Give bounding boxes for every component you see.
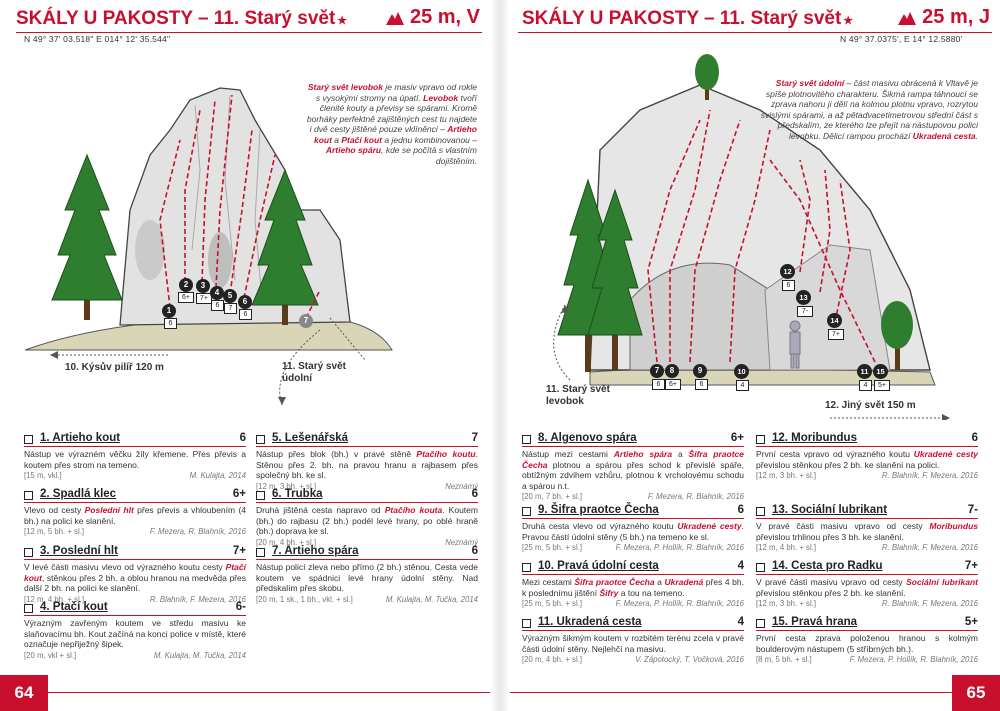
checkbox-icon[interactable] <box>24 548 33 557</box>
route-name: 10. Pravá údolní cesta <box>538 560 659 572</box>
grade-badge: 7+ <box>196 293 212 304</box>
route-description: V pravé části masivu vpravo od cesty Sociální lubrikant převislou stěnkou přes 2 bh. ke slanění. <box>756 577 978 598</box>
route-entry <box>24 601 246 662</box>
route-name: 14. Cesta pro Radku <box>772 560 883 572</box>
route-name: 9. Šifra praotce Čecha <box>538 504 659 516</box>
route-name: 5. Lešenářská <box>272 432 349 444</box>
route-marker[interactable]: 12 <box>780 264 795 279</box>
route-authors: M. Kulajta, 2014 <box>189 471 246 480</box>
mountain-icon <box>898 11 916 25</box>
route-grade: 6 <box>471 488 478 500</box>
mountain-icon <box>386 11 404 25</box>
gps-coordinates: N 49° 37' 03.518" E 014° 12' 35.544" <box>24 34 171 44</box>
route-description: V levé části masivu vlevo od výrazného koutu cesty Ptačí kout, stěnkou přes 2 bh. a oblou hranou na medvěda přes další 2 bh. na polici ke slanění. <box>24 562 246 593</box>
route-marker[interactable]: 11 <box>857 364 872 379</box>
route-authors: M. Kulajta, M. Tučka, 2014 <box>385 594 478 604</box>
route-grade: 7- <box>967 504 978 516</box>
grade-badge: 6 <box>211 300 224 311</box>
page-number: 65 <box>952 675 1000 711</box>
checkbox-icon[interactable] <box>24 435 33 444</box>
route-header <box>756 560 978 575</box>
route-entry <box>756 504 978 554</box>
route-header <box>756 432 978 447</box>
route-marker[interactable]: 1 <box>162 304 176 318</box>
route-grade: 6+ <box>232 488 246 500</box>
checkbox-icon[interactable] <box>24 491 33 500</box>
route-name: 15. Pravá hrana <box>772 616 858 628</box>
route-entry <box>756 616 978 666</box>
grade-badge: 7 <box>224 303 237 314</box>
route-marker[interactable]: 3 <box>196 279 210 293</box>
route-authors: R. Blahník, F. Mezera, 2016 <box>881 599 978 608</box>
route-header <box>756 504 978 519</box>
route-header <box>24 601 246 616</box>
route-meta <box>24 527 246 538</box>
route-authors: F. Mezera, P. Hollík, R. Blahník, 2016 <box>615 543 744 552</box>
route-entry <box>24 432 246 482</box>
route-meta <box>756 599 978 610</box>
route-header <box>522 616 744 631</box>
route-header <box>256 545 478 560</box>
page-number: 64 <box>0 675 48 711</box>
route-header <box>24 545 246 560</box>
page-title: SKÁLY U PAKOSTY – 11. Starý svět ★ <box>522 8 854 29</box>
route-grade: 7+ <box>964 560 978 572</box>
route-authors: Neznámý <box>445 537 478 547</box>
route-entry <box>522 616 744 666</box>
route-authors: F. Mezera, P. Hollík, R. Blahník, 2016 <box>849 655 978 664</box>
grade-badge: 6+ <box>665 379 681 390</box>
route-length: [12 m, 3 bh. + sl.] <box>756 471 817 480</box>
route-description: Druhá jištěná cesta napravo od Ptačího kouta. Koutem (bh.) do rajbasu (2 bh.) podél levé hrany, po oblé hraně (bh.) doprava ke sl. <box>256 505 478 536</box>
route-description: Mezi cestami Šifra praotce Čecha a Ukradená přes 4 bh. k poslednímu jištění Šifry a tou na temeno. <box>522 577 744 598</box>
route-name: 13. Sociální lubrikant <box>772 504 888 516</box>
route-description: Nástup ve výrazném věčku žíly křemene. Přes převis a koutem přes strom na temeno. <box>24 449 246 470</box>
sector-description: Starý svět levobok je masiv vpravo od rokle s vysokými stromy na úpatí. Levobok tvoří členité kouty a převisy se spárami. Kromě borháky perfektně zajištěných cest tu najdete i dvě cesty jištěné pouze vklíněnci – Artieho kout a Ptačí kout a jednu kombinovanou – Artieho spáru, kde se počítá s vlastním dojištěním. <box>306 82 477 166</box>
grade-badge: 4 <box>736 380 749 391</box>
grade-badge: 6 <box>164 318 177 329</box>
route-length: [12 m, 4 bh. + sl.] <box>756 543 817 552</box>
grade-badge: 6 <box>695 379 708 390</box>
header-divider <box>16 32 482 33</box>
route-authors: F. Mezera, P. Hollík, R. Blahník, 2016 <box>615 599 744 608</box>
route-description: Vlevo od cesty Poslední hlt přes převis a vhloubením (4 bh.) na polici ke slanění. <box>24 505 247 526</box>
route-length: [20 m, 4 bh. + sl.] <box>522 655 583 664</box>
path-label: 10. Kýsův pilíř 120 m <box>65 362 164 373</box>
route-grade: 6 <box>239 432 246 444</box>
grade-badge: 6 <box>239 309 252 320</box>
tree-icon <box>52 155 122 320</box>
route-description: V pravé části masivu vpravo od cesty Moribundus převislou trhlinou přes 3 bh. ke slanění. <box>756 521 978 542</box>
grade-badge: 7+ <box>828 329 844 340</box>
route-authors: F. Mezera, R. Blahník, 2016 <box>647 492 744 501</box>
route-header <box>522 504 744 519</box>
checkbox-icon[interactable] <box>256 548 265 557</box>
route-name: 2. Spadlá klec <box>40 488 117 500</box>
route-grade: 5+ <box>964 616 978 628</box>
route-meta <box>522 599 744 610</box>
route-header <box>256 488 478 503</box>
checkbox-icon[interactable] <box>256 435 265 444</box>
page-header <box>522 6 990 32</box>
star-icon: ★ <box>337 15 348 27</box>
sector-description: Starý svět údolní – část masivu obrácená k Vltavě je spíše plotnovitého charakteru. Šikmá rampa táhnoucí se zprava nahoru ji dělí na kolmou plotnu vpravo, rozrytou svislými spárami, a až pětadvacetimetrovou střední část s předskalím, ze kterého lze přejít na nástupovou polici levobku. Dělicí rampou prochází Ukradená cesta. <box>760 78 978 141</box>
route-length: [12 m, 5 bh. + sl.] <box>24 527 85 536</box>
route-length: [15 m, vkl.] <box>24 471 62 480</box>
route-marker[interactable]: 13 <box>796 290 811 305</box>
route-entry <box>756 560 978 610</box>
grade-badge: 6 <box>782 280 795 291</box>
route-description: Nástup policí zleva nebo přímo (2 bh.) stěnou. Cesta vede koutem ve spádnici levé hrany údolní stěny. Nad předskalím přes skobu. <box>256 562 478 593</box>
route-grade: 6 <box>971 432 978 444</box>
grade-badge: 4 <box>859 380 872 391</box>
checkbox-icon[interactable] <box>756 435 765 444</box>
route-marker[interactable]: 6 <box>238 295 252 309</box>
route-marker[interactable]: 7 <box>650 364 664 378</box>
route-length: [12 m, 3 bh. + sl.] <box>256 481 317 491</box>
route-name: 8. Algenovo spára <box>538 432 637 444</box>
route-header <box>256 432 478 447</box>
route-meta <box>756 471 978 482</box>
height-orientation: 25 m, V <box>386 6 480 29</box>
checkbox-icon[interactable] <box>24 604 33 613</box>
route-meta <box>522 492 744 503</box>
route-marker[interactable]: 15 <box>873 364 888 379</box>
route-authors: R. Blahník, F. Mezera, 2016 <box>881 543 978 552</box>
route-meta <box>756 655 978 666</box>
footer-divider <box>48 692 490 693</box>
checkbox-icon[interactable] <box>522 563 531 572</box>
grade-badge: 5+ <box>874 380 890 391</box>
right-page <box>510 0 1000 711</box>
route-header <box>756 616 978 631</box>
route-description: První cesta zprava položenou hranou s kolmým boulderovým nástupem (5 stříbrných bh.). <box>756 633 978 654</box>
route-grade: 4 <box>737 560 744 572</box>
route-entry <box>756 432 978 482</box>
route-marker[interactable]: 4 <box>210 286 224 300</box>
page-title: SKÁLY U PAKOSTY – 11. Starý svět ★ <box>16 8 348 29</box>
route-description: Druhá cesta vlevo od výrazného koutu Ukradené cesty. Pravou částí údolní stěny (5 bh.) na temeno ke sl. <box>522 521 744 542</box>
route-authors: R. Blahník, F. Mezera, 2016 <box>881 471 978 480</box>
route-grade: 6+ <box>730 432 744 444</box>
route-entry <box>256 432 478 493</box>
page-header <box>16 6 480 32</box>
left-page <box>0 0 490 711</box>
route-header <box>24 488 246 503</box>
route-grade: 7+ <box>232 545 246 557</box>
checkbox-icon[interactable] <box>522 435 531 444</box>
route-description: Nástup mezi cestami Artieho spára a Šifra praotce Čecha plotnou a spárou přes schod k převislé spáře, obtížným zdvihem vzhůru, plotnou k vrcholovému schodu a spárou n.t. <box>522 449 745 491</box>
route-name: 12. Moribundus <box>772 432 857 444</box>
route-marker[interactable]: 2 <box>179 278 193 292</box>
route-entry <box>24 488 246 538</box>
checkbox-icon[interactable] <box>756 507 765 516</box>
route-marker[interactable]: 14 <box>827 313 842 328</box>
route-authors: R. Blahník, F. Mezera, 2016 <box>149 594 246 604</box>
route-length: [20 m, 4 bh. + sl.] <box>256 537 317 547</box>
checkbox-icon[interactable] <box>522 507 531 516</box>
route-marker[interactable]: 8 <box>665 364 679 378</box>
route-authors: F. Mezera, R. Blahník, 2016 <box>149 527 246 536</box>
route-entry <box>522 560 744 610</box>
route-meta <box>756 543 978 554</box>
route-length: [20 m, 7 bh. + sl.] <box>522 492 583 501</box>
route-grade: 6- <box>235 601 246 613</box>
route-name: 4. Ptačí kout <box>40 601 108 613</box>
route-header <box>522 560 744 575</box>
route-entry <box>522 432 744 503</box>
route-meta <box>522 543 744 554</box>
route-description: Výrazným šikmým koutem v rozbitém terénu zcela v pravé části údolní stěny. Nejlehčí na masivu. <box>522 633 744 654</box>
route-name: 11. Ukradená cesta <box>538 616 642 628</box>
route-grade: 6 <box>471 545 478 557</box>
route-name: 3. Poslední hlt <box>40 545 118 557</box>
route-description: První cesta vpravo od výrazného koutu Ukradené cesty převislou stěnkou přes 2 bh. ke slanění na polici. <box>756 449 978 470</box>
route-authors: V. Zápotocký, T. Vočková, 2016 <box>635 655 744 664</box>
checkbox-icon[interactable] <box>522 619 531 628</box>
route-length: [12 m, 4 bh. + sl.] <box>24 594 85 604</box>
route-name: 6. Trubka <box>272 488 323 500</box>
route-authors: Neznámý <box>445 481 478 491</box>
route-description: Nástup přes blok (bh.) v pravé stěně Ptačího koutu. Stěnou přes 2. bh. na pravou hranu a rajbasem přes společný bh. ke sl. <box>256 449 478 480</box>
route-entry <box>24 545 246 606</box>
route-name: 7. Artieho spára <box>272 545 359 557</box>
grade-badge: 6 <box>652 379 665 390</box>
route-marker[interactable]: 5 <box>223 289 237 303</box>
route-length: [12 m, 3 bh. + sl.] <box>756 599 817 608</box>
route-meta <box>24 651 246 662</box>
route-length: [20 m, 1 sk., 1 bh., vkl. + sl.] <box>256 594 353 604</box>
path-label: 11. Starý svět levobok <box>546 384 610 407</box>
route-marker[interactable]: 7 <box>299 314 313 328</box>
route-length: [20 m, vkl + sl.] <box>24 650 77 660</box>
route-entry <box>522 504 744 554</box>
route-name: 1. Artieho kout <box>40 432 121 444</box>
route-length: [25 m, 5 bh. + sl.] <box>522 543 583 552</box>
route-marker[interactable]: 10 <box>734 364 749 379</box>
route-length: [25 m, 5 bh. + sl.] <box>522 599 583 608</box>
route-header <box>24 432 246 447</box>
checkbox-icon[interactable] <box>256 491 265 500</box>
route-authors: M. Kulajta, M. Tučka, 2014 <box>153 650 246 660</box>
footer-divider <box>510 692 952 693</box>
book-gutter <box>490 0 510 711</box>
star-icon: ★ <box>843 15 854 27</box>
route-description: Výrazným zavřeným koutem ve středu masivu ke slaňovacímu bh. Kout začíná na konci police v místě, které označuje nepřiježný šipek. <box>24 618 246 649</box>
route-grade: 4 <box>737 616 744 628</box>
checkbox-icon[interactable] <box>756 563 765 572</box>
path-label: 12. Jiný svět 150 m <box>825 400 916 411</box>
checkbox-icon[interactable] <box>756 619 765 628</box>
route-entry <box>256 545 478 606</box>
route-meta <box>24 471 246 482</box>
grade-badge: 6+ <box>178 292 194 303</box>
route-header <box>522 432 744 447</box>
route-entry <box>256 488 478 549</box>
height-orientation: 25 m, J <box>898 6 990 29</box>
grade-badge: 7- <box>797 306 813 317</box>
gps-coordinates: N 49° 37.0375', E 14° 12.5880' <box>840 34 963 44</box>
route-grade: 7 <box>471 432 478 444</box>
route-grade: 6 <box>737 504 744 516</box>
route-meta <box>256 595 478 606</box>
route-meta <box>522 655 744 666</box>
header-divider <box>518 32 992 33</box>
route-length: [8 m, 5 bh. + sl.] <box>756 655 812 664</box>
path-label: 11. Starý svět údolní <box>282 361 346 384</box>
route-marker[interactable]: 9 <box>693 364 707 378</box>
